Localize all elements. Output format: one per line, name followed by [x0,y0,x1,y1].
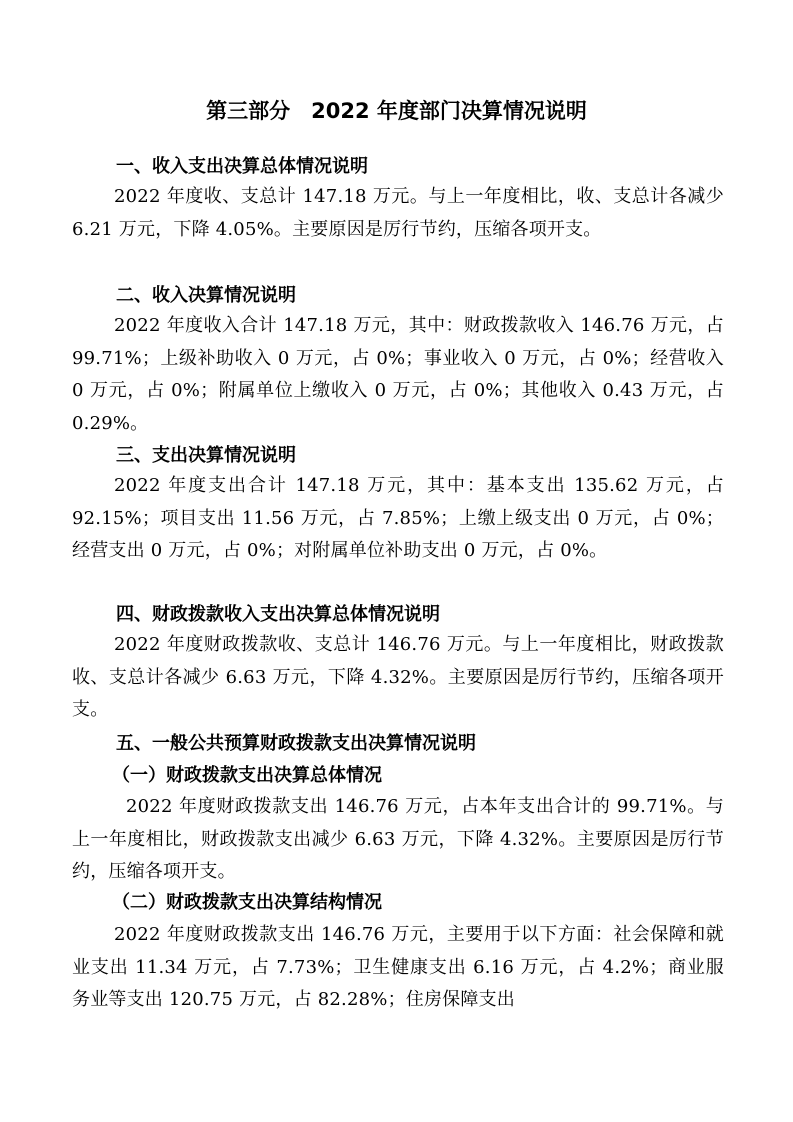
section-body-2: 2022 年度收入合计 147.18 万元，其中：财政拨款收入 146.76 万元，占 99.71%；上级补助收入 0 万元，占 0%；事业收入 0 万元，占 0%；经营收入 0 万元，占 0%；附属单位上缴收入 0 万元，占 0%；其他收入 0.43 万元，占 0.29%。 [72,315,724,435]
section-heading-3: 三、支出决算情况说明 [116,445,296,466]
section-body-1: 2022 年度收、支总计 147.18 万元。与上一年度相比，收、支总计各减少 6.21 万元，下降 4.05%。主要原因是厉行节约，压缩各项开支。 [72,186,724,240]
section-heading-5: 五、一般公共预算财政拨款支出决算情况说明 [116,733,476,754]
section-body-4: 2022 年度财政拨款收、支总计 146.76 万元。与上一年度相比，财政拨款收、支总计各减少 6.63 万元，下降 4.32%。主要原因是厉行节约，压缩各项开支。 [72,634,724,721]
subsection-body-1: 2022 年度财政拨款支出 146.76 万元，占本年支出合计的 99.71%。与上一年度相比，财政拨款支出减少 6.63 万元，下降 4.32%。主要原因是厉行节约，压缩各项开支。 [72,796,724,883]
subsection-heading-2: （二）财政拨款支出决算结构情况 [112,892,382,913]
subsection-heading-1: （一）财政拨款支出决算总体情况 [112,765,382,786]
section-heading-1: 一、收入支出决算总体情况说明 [116,156,368,177]
section-heading-2: 二、收入决算情况说明 [116,285,296,306]
section-body-3: 2022 年度支出合计 147.18 万元，其中：基本支出 135.62 万元，占 92.15%；项目支出 11.56 万元，占 7.85%；上缴上级支出 0 万元，占 0%；经营支出 0 万元，占 0%；对附属单位补助支出 0 万元，占 0%。 [72,475,724,562]
subsection-body-2: 2022 年度财政拨款支出 146.76 万元，主要用于以下方面：社会保障和就业支出 11.34 万元，占 7.73%；卫生健康支出 6.16 万元，占 4.2%；商业服务业等支出 120.75 万元，占 82.28%；住房保障支出 [72,924,724,1011]
section-heading-4: 四、财政拨款收入支出决算总体情况说明 [116,604,440,625]
page-title: 第三部分 2022 年度部门决算情况说明 [206,99,587,123]
